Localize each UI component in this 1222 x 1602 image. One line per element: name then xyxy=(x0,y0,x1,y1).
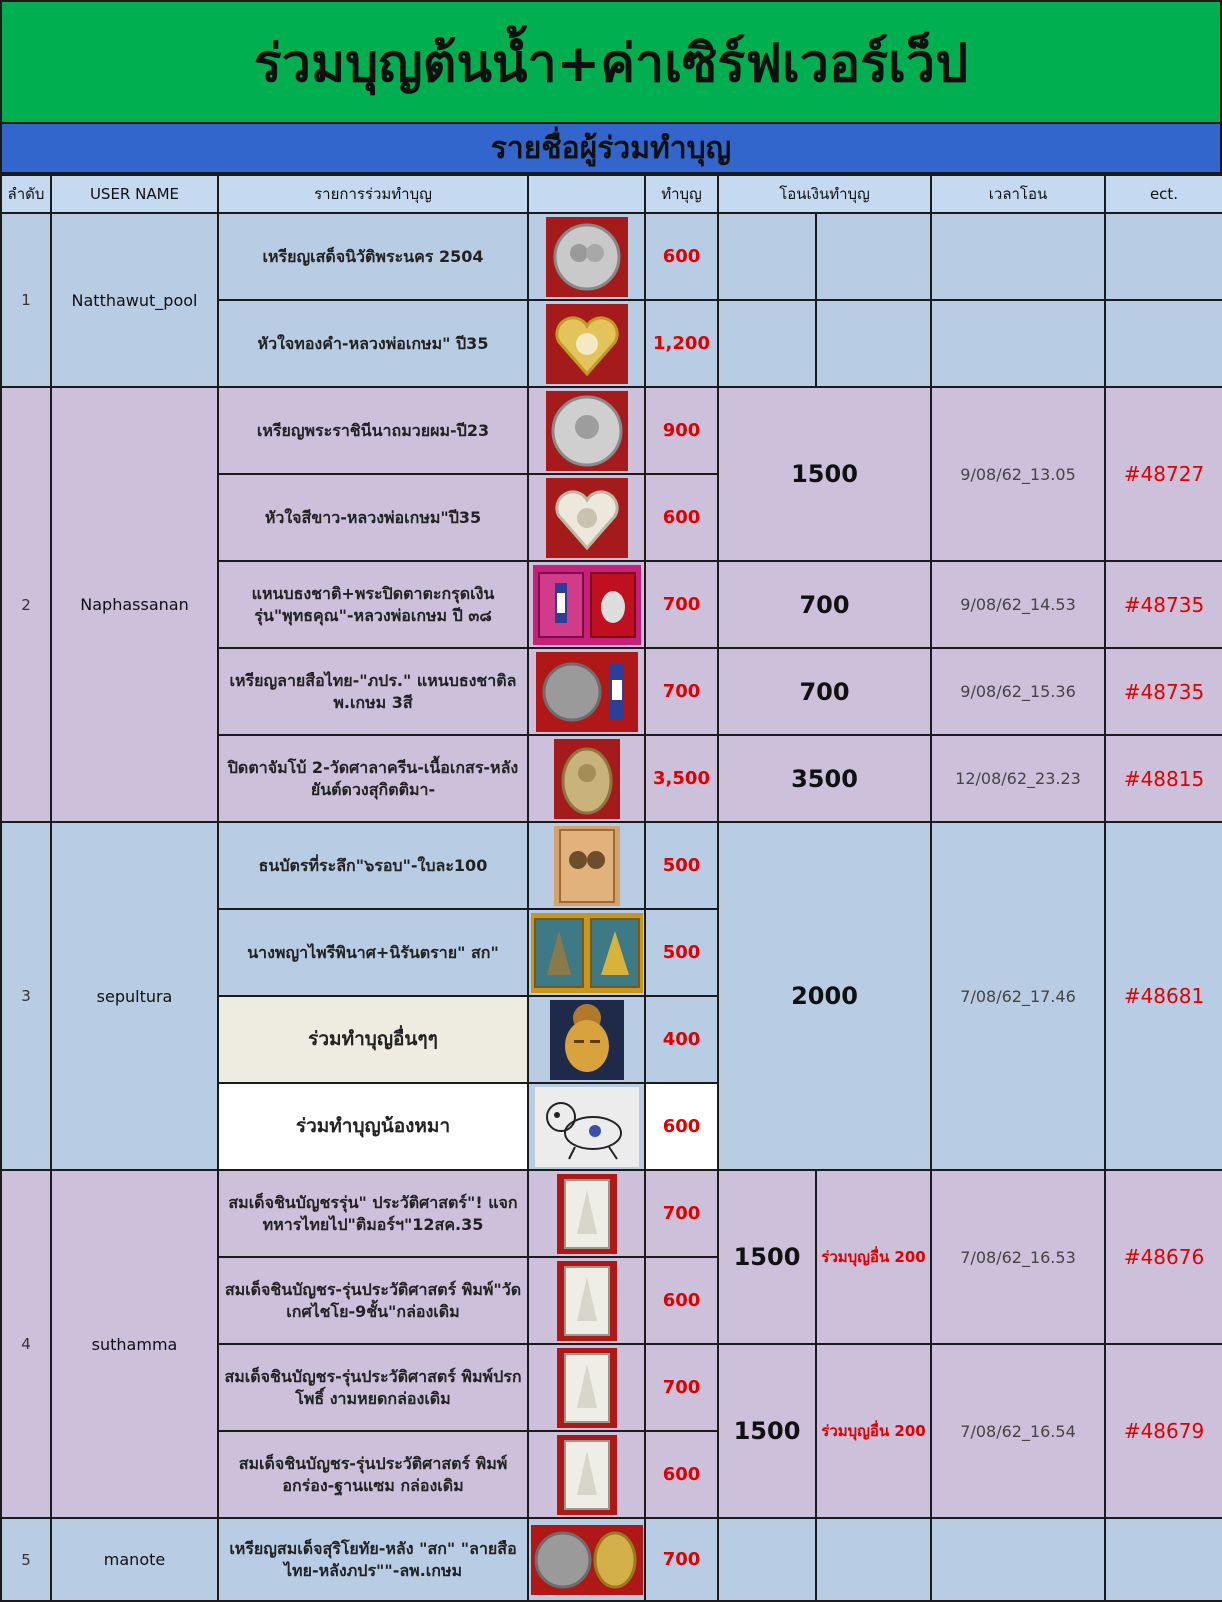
title-banner xyxy=(0,0,1222,124)
transfer-ref: #48681 xyxy=(1105,822,1222,1170)
transfer-amount-empty xyxy=(718,213,816,300)
header-etc: ect. xyxy=(1105,175,1222,213)
item-price: 700 xyxy=(645,1170,718,1257)
transfer-extra-empty xyxy=(816,1518,931,1601)
item-price: 500 xyxy=(645,909,718,996)
username: Naphassanan xyxy=(51,387,218,822)
header-time: เวลาโอน xyxy=(931,175,1105,213)
transfer-time-empty xyxy=(931,1518,1105,1601)
item-photo xyxy=(528,1170,645,1257)
item-photo xyxy=(528,300,645,387)
item-price: 400 xyxy=(645,996,718,1083)
username: sepultura xyxy=(51,822,218,1170)
item-name: ปิดตาจัมโบ้ 2-วัดศาลาครีน-เนื้อเกสร-หลังยันต์ดวงสุกิตติมา- xyxy=(218,735,528,822)
transfer-time: 9/08/62_15.36 xyxy=(931,648,1105,735)
transfer-ref: #48676 xyxy=(1105,1170,1222,1344)
transfer-time: 9/08/62_14.53 xyxy=(931,561,1105,648)
transfer-extra-empty xyxy=(816,300,931,387)
transfer-ref: #48679 xyxy=(1105,1344,1222,1518)
transfer-amount: 1500 xyxy=(718,1344,816,1518)
somdej-amulet-icon xyxy=(557,1348,617,1428)
item-photo xyxy=(528,561,645,648)
banknote-icon xyxy=(554,826,620,906)
item-photo xyxy=(528,822,645,909)
transfer-time: 7/08/62_16.53 xyxy=(931,1170,1105,1344)
buddha-face-icon xyxy=(550,1000,624,1080)
item-price: 500 xyxy=(645,822,718,909)
donor-table xyxy=(0,174,1222,1602)
two-coins-icon xyxy=(546,217,628,297)
transfer-amount: 700 xyxy=(718,648,931,735)
item-photo xyxy=(528,1344,645,1431)
transfer-time: 12/08/62_23.23 xyxy=(931,735,1105,822)
item-photo xyxy=(528,387,645,474)
row-number: 4 xyxy=(1,1170,51,1518)
two-coins-icon xyxy=(531,1525,643,1595)
row-number: 5 xyxy=(1,1518,51,1601)
page-title: ร่วมบุญต้นน้ำ+ค่าเซิร์ฟเวอร์เว็ป xyxy=(253,33,969,94)
item-photo xyxy=(528,213,645,300)
transfer-time-empty xyxy=(931,213,1105,300)
transfer-ref: #48735 xyxy=(1105,561,1222,648)
item-photo xyxy=(528,1518,645,1601)
item-photo xyxy=(528,648,645,735)
transfer-amount-empty xyxy=(718,300,816,387)
item-name: ร่วมทำบุญน้องหมา xyxy=(218,1083,528,1170)
header-user: USER NAME xyxy=(51,175,218,213)
item-name: นางพญาไพรีพินาศ+นิรันตราย" สก" xyxy=(218,909,528,996)
header-row xyxy=(1,175,1222,213)
transfer-extra-note: ร่วมบุญอื่น 200 xyxy=(816,1344,931,1518)
item-price: 900 xyxy=(645,387,718,474)
transfer-amount-empty xyxy=(718,1518,816,1601)
transfer-amount: 700 xyxy=(718,561,931,648)
item-name: สมเด็จชินบัญชรรุ่น" ประวัติศาสตร์"! แจกทหารไทยไป"ติมอร์ฯ"12สค.35 xyxy=(218,1170,528,1257)
row-number: 3 xyxy=(1,822,51,1170)
item-price: 600 xyxy=(645,213,718,300)
transfer-extra-note: ร่วมบุญอื่น 200 xyxy=(816,1170,931,1344)
table-row xyxy=(1,213,1222,300)
item-name: เหรียญเสด็จนิวัติพระนคร 2504 xyxy=(218,213,528,300)
item-photo xyxy=(528,735,645,822)
item-name: สมเด็จชินบัญชร-รุ่นประวัติศาสตร์ พิมพ์"วัดเกศไชโย-9ชั้น"กล่องเดิม xyxy=(218,1257,528,1344)
transfer-ref-empty xyxy=(1105,1518,1222,1601)
header-image xyxy=(528,175,645,213)
header-item: รายการร่วมทำบุญ xyxy=(218,175,528,213)
transfer-amount: 2000 xyxy=(718,822,931,1170)
row-number: 1 xyxy=(1,213,51,387)
username: manote xyxy=(51,1518,218,1601)
item-photo xyxy=(528,1257,645,1344)
item-price: 600 xyxy=(645,1083,718,1170)
row-number: 2 xyxy=(1,387,51,822)
transfer-time: 7/08/62_16.54 xyxy=(931,1344,1105,1518)
transfer-time-empty xyxy=(931,300,1105,387)
table-row xyxy=(1,387,1222,474)
gold-heart-amulet-icon xyxy=(546,304,628,384)
item-name: ร่วมทำบุญอื่นๆๆ xyxy=(218,996,528,1083)
table-row xyxy=(1,822,1222,909)
item-price: 3,500 xyxy=(645,735,718,822)
item-name: แหนบธงชาติ+พระปิดตาตะกรุดเงิน รุ่น"พุทธคุณ"-หลวงพ่อเกษม ปี ๓๘ xyxy=(218,561,528,648)
white-heart-amulet-icon xyxy=(546,478,628,558)
somdej-amulet-icon xyxy=(557,1435,617,1515)
item-name: หัวใจสีขาว-หลวงพ่อเกษม"ปี35 xyxy=(218,474,528,561)
item-price: 700 xyxy=(645,648,718,735)
somdej-amulet-icon xyxy=(557,1261,617,1341)
transfer-time: 7/08/62_17.46 xyxy=(931,822,1105,1170)
transfer-time: 9/08/62_13.05 xyxy=(931,387,1105,561)
dog-drawing-icon xyxy=(535,1087,639,1167)
username: Natthawut_pool xyxy=(51,213,218,387)
header-no: ลำดับ xyxy=(1,175,51,213)
header-price: ทำบุญ xyxy=(645,175,718,213)
table-row xyxy=(1,1170,1222,1257)
two-amulets-icon xyxy=(531,913,643,993)
item-photo xyxy=(528,474,645,561)
coin-and-pin-icon xyxy=(536,652,638,732)
item-name: สมเด็จชินบัญชร-รุ่นประวัติศาสตร์ พิมพ์ปรกโพธิ์ งามหยดกล่องเดิม xyxy=(218,1344,528,1431)
item-name: เหรียญลายสือไทย-"ภปร." แหนบธงชาติลพ.เกษม 3สี xyxy=(218,648,528,735)
subtitle-banner xyxy=(0,124,1222,174)
silver-coin-icon xyxy=(546,391,628,471)
item-name: สมเด็จชินบัญชร-รุ่นประวัติศาสตร์ พิมพ์อกร่อง-ฐานแซม กล่องเดิม xyxy=(218,1431,528,1518)
item-name: ธนบัตรที่ระลึก"๖รอบ"-ใบละ100 xyxy=(218,822,528,909)
transfer-amount: 3500 xyxy=(718,735,931,822)
item-price: 700 xyxy=(645,1344,718,1431)
pidta-amulet-icon xyxy=(554,739,620,819)
item-price: 600 xyxy=(645,1431,718,1518)
transfer-ref: #48815 xyxy=(1105,735,1222,822)
item-photo xyxy=(528,1083,645,1170)
header-transfer: โอนเงินทำบุญ xyxy=(718,175,931,213)
item-photo xyxy=(528,1431,645,1518)
item-price: 600 xyxy=(645,474,718,561)
page-subtitle: รายชื่อผู้ร่วมทำบุญ xyxy=(490,130,732,166)
item-price: 600 xyxy=(645,1257,718,1344)
transfer-amount: 1500 xyxy=(718,1170,816,1344)
item-price: 1,200 xyxy=(645,300,718,387)
somdej-amulet-icon xyxy=(557,1174,617,1254)
item-price: 700 xyxy=(645,1518,718,1601)
username: suthamma xyxy=(51,1170,218,1518)
item-photo xyxy=(528,909,645,996)
item-price: 700 xyxy=(645,561,718,648)
item-photo xyxy=(528,996,645,1083)
flag-pin-amulet-icon xyxy=(533,565,641,645)
item-name: เหรียญสมเด็จสุริโยทัย-หลัง "สก" "ลายสือไทย-หลังภปร""-ลพ.เกษม xyxy=(218,1518,528,1601)
transfer-ref: #48735 xyxy=(1105,648,1222,735)
table-row xyxy=(1,1518,1222,1601)
transfer-ref-empty xyxy=(1105,300,1222,387)
transfer-extra-empty xyxy=(816,213,931,300)
item-name: เหรียญพระราชินีนาถมวยผม-ปี23 xyxy=(218,387,528,474)
transfer-ref-empty xyxy=(1105,213,1222,300)
transfer-ref: #48727 xyxy=(1105,387,1222,561)
transfer-amount: 1500 xyxy=(718,387,931,561)
item-name: หัวใจทองคำ-หลวงพ่อเกษม" ปี35 xyxy=(218,300,528,387)
